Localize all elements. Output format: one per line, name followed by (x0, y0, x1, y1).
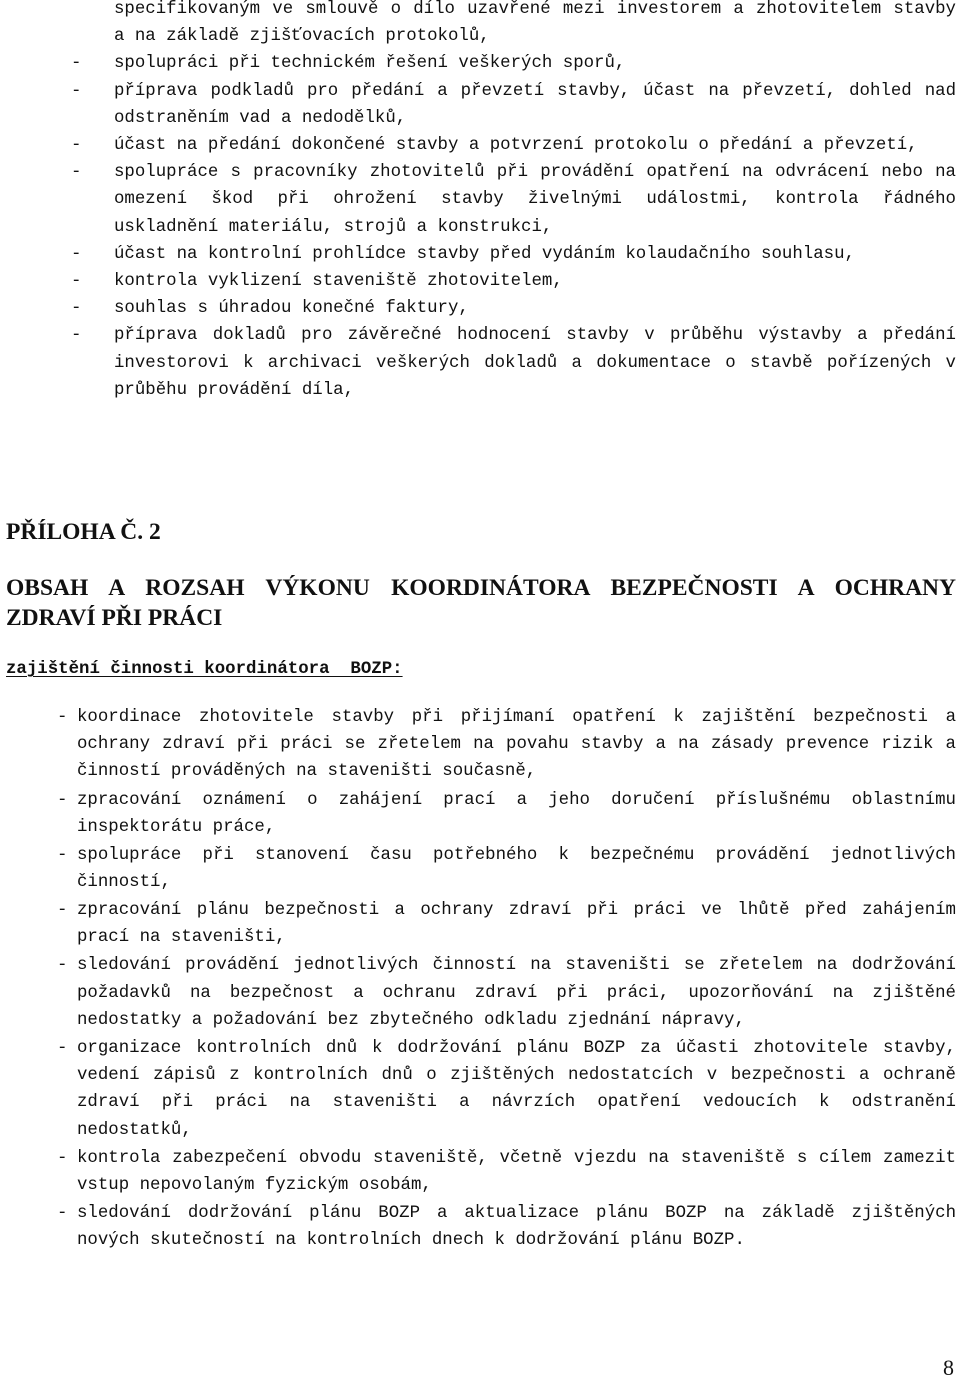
list-item: - spolupráci při technickém řešení veškerých sporů, (64, 50, 956, 77)
section-title (6, 573, 956, 633)
list-item: - příprava dokladů pro závěrečné hodnocení stavby v průběhu výstavby a předání investorovi k archivaci veškerých dokladů a dokumentace o stavbě pořízených v průběhu provádění díla, (64, 322, 956, 404)
list-item: - účast na kontrolní prohlídce stavby před vydáním kolaudačního souhlasu, (64, 241, 956, 268)
list-item: - kontrola vyklizení staveniště zhotovitelem, (64, 268, 956, 295)
appendix-label: PŘÍLOHA Č. 2 (6, 519, 161, 545)
list-item: - příprava podkladů pro předání a převzetí stavby, účast na převzetí, dohled nad odstraněním vad a nedodělků, (64, 78, 956, 132)
top-bullet-list (64, 0, 956, 404)
list-item: specifikovaným ve smlouvě o dílo uzavřené mezi investorem a zhotovitelem stavby a na základě zjišťovacích protokolů, (114, 0, 956, 47)
page-number: 8 (943, 1355, 954, 1380)
list-item: - spolupráce s pracovníky zhotovitelů při provádění opatření na odvrácení nebo na omezení škod při ohrožení stavby živelnými událostmi, kontrola řádného uskladnění materiálu, strojů a konstrukci, (64, 159, 956, 241)
list-item: - organizace kontrolních dnů k dodržování plánu BOZP za účasti zhotovitele stavby, vedení zápisů z kontrolních dnů o zjištěných nedostatcích v bezpečnosti a ochraně zdraví při práci na staveništi a návrzích opatření vedoucích k odstranění nedostatků, (56, 1035, 956, 1144)
list-item: - sledování dodržování plánu BOZP a aktualizace plánu BOZP na základě zjištěných nových skutečností na kontrolních dnech k dodržování plánu BOZP. (56, 1200, 956, 1254)
duties-list (56, 704, 956, 1255)
list-item: - souhlas s úhradou konečné faktury, (64, 295, 956, 322)
list-item: - účast na předání dokončené stavby a potvrzení protokolu o předání a převzetí, (64, 132, 956, 159)
list-item: - zpracování plánu bezpečnosti a ochrany zdraví při práci ve lhůtě před zahájením prací na staveništi, (56, 897, 956, 951)
list-item: - koordinace zhotovitele stavby při přijímaní opatření k zajištění bezpečnosti a ochrany zdraví při práci se zřetelem na povahu stavby a na zásady prevence rizik a činností prováděných na staveništi současně, (56, 704, 956, 786)
list-item: - spolupráce při stanovení času potřebného k bezpečnému provádění jednotlivých činností, (56, 842, 956, 896)
list-item: - sledování provádění jednotlivých činností na staveništi se zřetelem na dodržování požadavků na bezpečnost a ochranu zdraví při práci, upozorňování na zjištěné nedostatky a požadování bez zbytečného odkladu zjednání nápravy, (56, 952, 956, 1034)
list-item: - kontrola zabezpečení obvodu staveniště, včetně vjezdu na staveniště s cílem zamezit vstup nepovolaným fyzickým osobám, (56, 1145, 956, 1199)
subheading: zajištění činnosti koordinátora BOZP: (6, 660, 403, 679)
section-title-line-1: OBSAH A ROZSAH VÝKONU KOORDINÁTORA BEZPEČNOSTI A OCHRANY (6, 575, 956, 601)
section-title-line-2: ZDRAVÍ PŘI PRÁCI (6, 605, 223, 631)
list-item: - zpracování oznámení o zahájení prací a jeho doručení příslušnému oblastnímu inspektorátu práce, (56, 787, 956, 841)
